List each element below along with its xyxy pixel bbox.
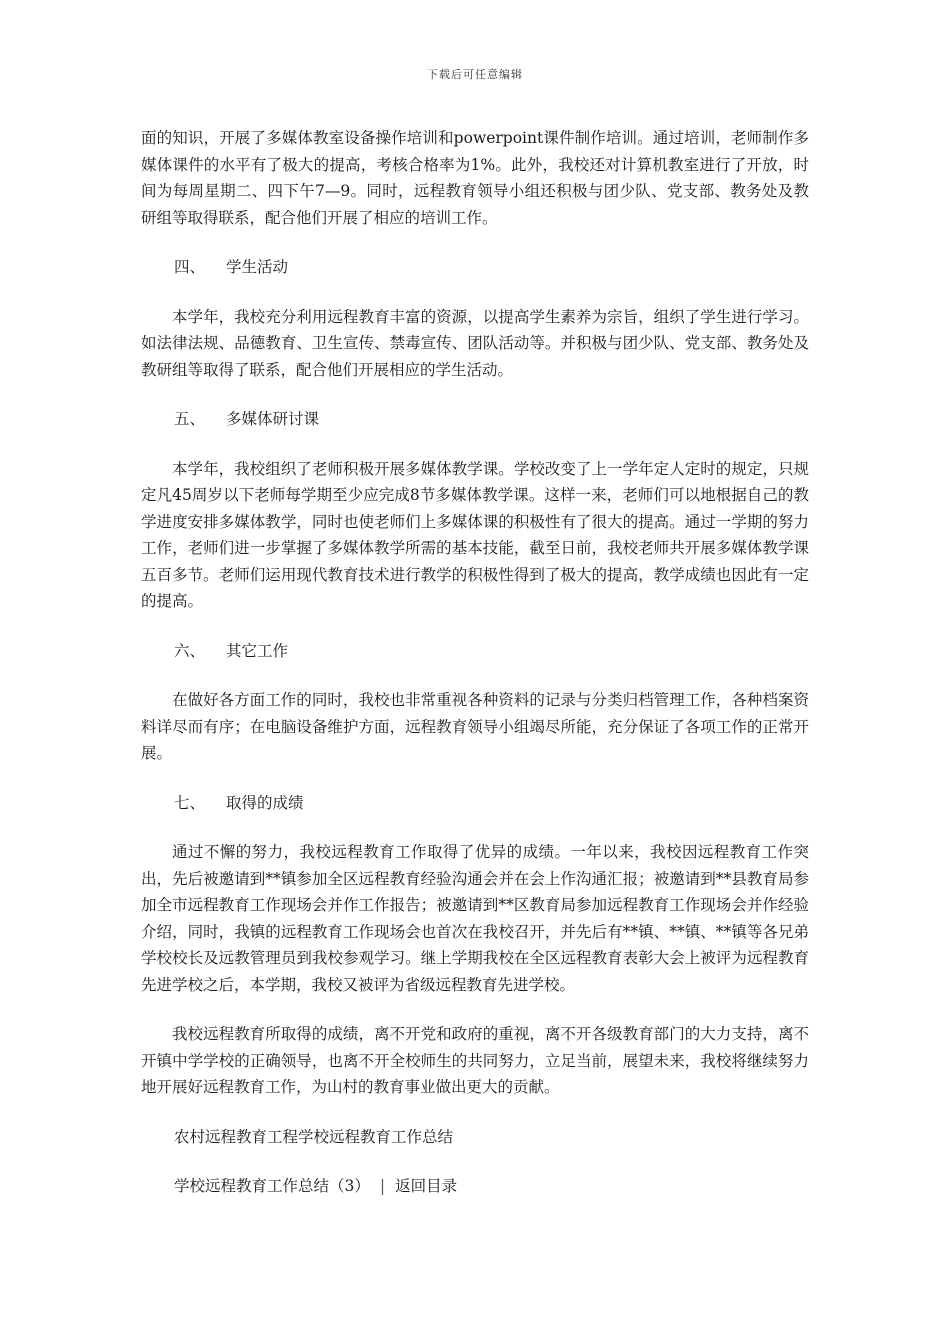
section-title: 学生活动: [226, 258, 289, 276]
footer-title: 农村远程教育工程学校远程教育工作总结: [174, 1127, 454, 1146]
footer-links: [174, 1173, 809, 1200]
section-number: 六、: [174, 641, 206, 660]
related-article-link[interactable]: 学校远程教育工作总结（3）: [174, 1177, 370, 1195]
section-heading-other-work: [174, 638, 809, 665]
document-body: [141, 125, 809, 1223]
paragraph-student-activities: 本学年，我校充分利用远程教育丰富的资源，以提高学生素养为宗旨，组织了学生进行学习。如法律法规、品德教育、卫生宣传、禁毒宣传、团队活动等。并积极与团少队、党支部、教务处及教研组等取得了联系，配合他们开展相应的学生活动。: [141, 307, 809, 379]
section-heading-student-activities: [174, 254, 809, 281]
paragraph-other-work: 在做好各方面工作的同时，我校也非常重视各种资料的记录与分类归档管理工作，各种档案资料详尽而有序；在电脑设备维护方面，远程教育领导小组竭尽所能，充分保证了各项工作的正常开展。: [141, 691, 809, 762]
link-separator: |: [379, 1177, 386, 1195]
page-header-note: 下载后可任意编辑: [427, 68, 523, 81]
section-title: 其它工作: [226, 641, 289, 660]
section-number: 四、: [174, 258, 206, 276]
section-number: 五、: [174, 410, 206, 428]
section-heading-achievements: [174, 790, 809, 817]
paragraph-conclusion: 我校远程教育所取得的成绩，离不开党和政府的重视，离不开各级教育部门的大力支持，离不开镇中学学校的正确领导，也离不开全校师生的共同努力，立足当前，展望未来，我校将继续努力地开展好远程教育工作，为山村的教育事业做出更大的贡献。: [141, 1025, 809, 1096]
paragraph-multimedia-seminar: 本学年，我校组织了老师积极开展多媒体教学课。学校改变了上一学年定人定时的规定，只规定凡45周岁以下老师每学期至少应完成8节多媒体教学课。这样一来，老师们可以地根据自己的教学进度安排多媒体教学，同时也使老师们上多媒体课的积极性有了很大的提高。通过一学期的努力工作，老师们进一步掌握了多媒体教学所需的基本技能，截至日前，我校老师共开展多媒体教学课五百多节。老师们运用现代教育技术进行教学的积极性得到了极大的提高，教学成绩也因此有一定的提高。: [141, 459, 809, 610]
section-title: 取得的成绩: [226, 793, 304, 812]
back-to-index-link[interactable]: 返回目录: [395, 1177, 458, 1195]
paragraph-training: 面的知识，开展了多媒体教室设备操作培训和powerpoint课件制作培训。通过培训，老师制作多媒体课件的水平有了极大的提高，考核合格率为1%。此外，我校还对计算机教室进行了开放，时间为每周星期二、四下午7—9。同时，远程教育领导小组还积极与团少队、党支部、教务处及教研组等取得联系，配合他们开展了相应的培训工作。: [141, 129, 809, 227]
paragraph-achievements: 通过不懈的努力，我校远程教育工作取得了优异的成绩。一年以来，我校因远程教育工作突出，先后被邀请到**镇参加全区远程教育经验沟通会并在会上作沟通汇报；被邀请到**县教育局参加全市远程教育工作现场会并作工作报告；被邀请到**区教育局参加远程教育工作现场会并作经验介绍，同时，我镇的远程教育工作现场会也首次在我校召开，并先后有**镇、**镇、**镇等各兄弟学校校长及远教管理员到我校参观学习。继上学期我校在全区远程教育表彰大会上被评为远程教育先进学校之后，本学期，我校又被评为省级远程教育先进学校。: [141, 843, 809, 994]
section-title: 多媒体研讨课: [226, 410, 320, 428]
section-heading-multimedia-seminar: [174, 406, 809, 433]
section-number: 七、: [174, 793, 206, 812]
